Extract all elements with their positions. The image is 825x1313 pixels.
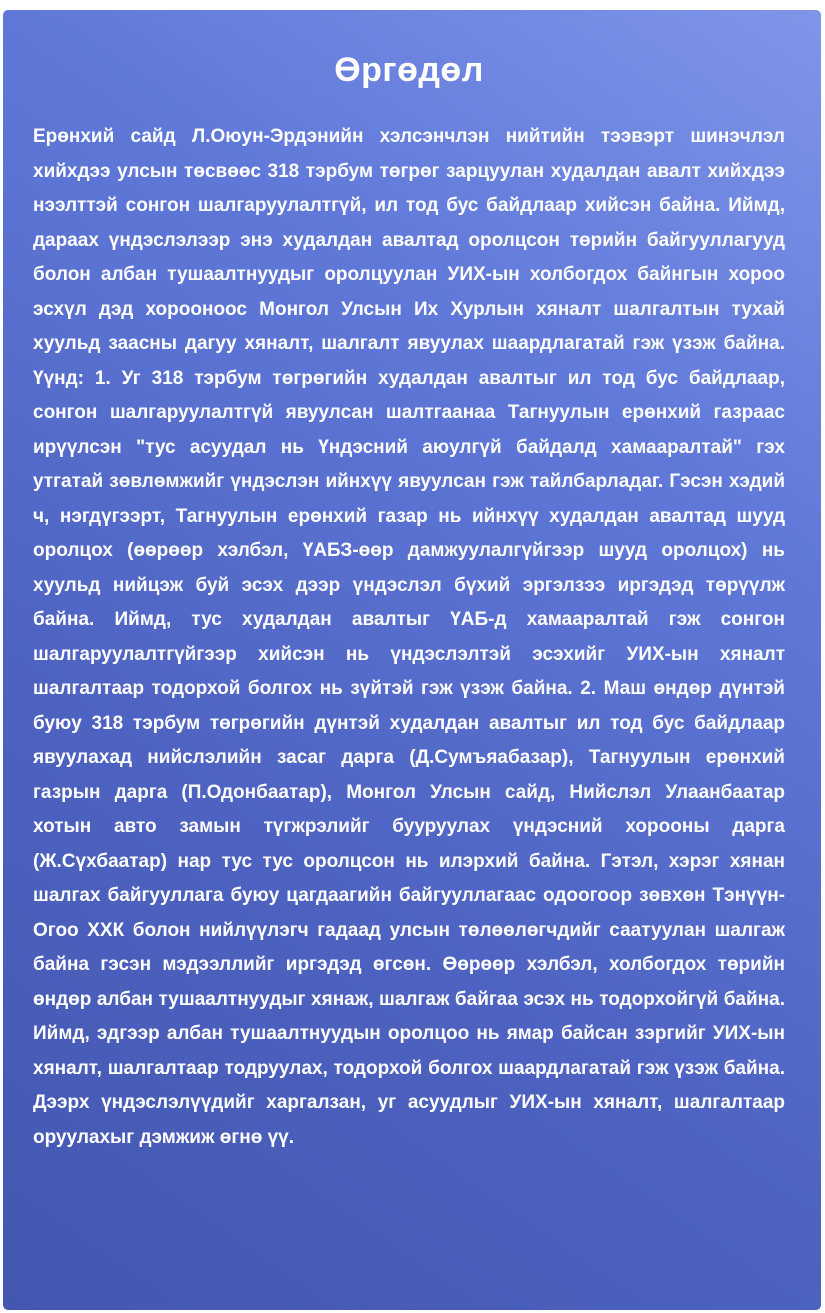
petition-title: Өргөдөл bbox=[334, 51, 484, 89]
petition-body: Ерөнхий сайд Л.Оюун-Эрдэнийн хэлсэнчлэн нийтийн тээвэрт шинэчлэл хийхдээ улсын төсвөөс 318 тэрбум төгрөг зарцуулан худалдан авалт хийхдээ нээлттэй сонгон шалгаруулалтгүй, ил тод бус байдлаар хийсэн байна. Иймд, дараах үндэслэлээр энэ худалдан авалтад оролцсон төрийн байгууллагууд болон албан тушаалтнуудыг оролцуулан УИХ-ын холбогдох байнгын хороо эсхүл дэд хорооноос Монгол Улсын Их Хурлын хяналт шалгалтын тухай хуульд заасны дагуу хяналт, шалгалт явуулах шаардлагатай гэж үзэж байна. Үүнд: 1. Уг 318 тэрбум төгрөгийн худалдан авалтыг ил тод бус байдлаар, сонгон шалгаруулалтгүй явуулсан шалтгаанаа Тагнуулын ерөнхий газраас ирүүлсэн "тус асуудал нь Үндэсний аюулгүй байдалд хамааралтай" гэх утгатай зөвлөмжийг үндэслэн ийнхүү явуулсан гэж тайлбарладаг. Гэсэн хэдий ч, нэгдүгээрт, Тагнуулын ерөнхий газар нь ийнхүү худалдан авалтад шууд оролцох (өөрөөр хэлбэл, ҮАБЗ-өөр дамжуулалгүйгээр шууд оролцох) нь хуульд нийцэж буй эсэх дээр үндэслэл бүхий эргэлзээ иргэдэд төрүүлж байна. Иймд, тус худалдан авалтыг ҮАБ-д хамааралтай гэж сонгон шалгаруулалтгүйгээр хийсэн нь үндэслэлтэй эсэхийг УИХ-ын хяналт шалгалтаар тодорхой болгох нь зүйтэй гэж үзэж байна. 2. Маш өндөр дүнтэй буюу 318 тэрбум төгрөгийн дүнтэй худалдан авалтыг ил тод бус байдлаар явуулахад нийслэлийн засаг дарга (Д.Сумъяабазар), Тагнуулын ерөнхий газрын дарга (П.Одонбаатар), Монгол Улсын сайд, Нийслэл Улаанбаатар хотын авто замын түгжрэлийг бууруулах үндэсний хорооны дарга (Ж.Сүхбаатар) нар тус тус оролцсон нь илэрхий байна. Гэтэл, хэрэг хянан шалгах байгууллага буюу цагдаагийн байгууллагаас одоогоор зөвхөн Тэнүүн-Огоо ХХК болон нийлүүлэгч гадаад улсын төлөөлөгчдийг саатуулан шалгаж байна гэсэн мэдээллийг иргэдэд өгсөн. Өөрөөр хэлбэл, холбогдох төрийн өндөр албан тушаалтнуудыг хянаж, шалгаж байгаа эсэх нь тодорхойгүй байна. Иймд, эдгээр албан тушаалтнуудын оролцоо нь ямар байсан зэргийг УИХ-ын хяналт, шалгалтаар тодруулах, тодорхой болгох шаардлагатай гэж үзэж байна. Дээрх үндэслэлүүдийг харгалзан, уг асуудлыг УИХ-ын хяналт, шалгалтаар оруулахыг дэмжиж өгнө үү. bbox=[33, 126, 785, 1148]
petition-card bbox=[3, 10, 821, 1310]
